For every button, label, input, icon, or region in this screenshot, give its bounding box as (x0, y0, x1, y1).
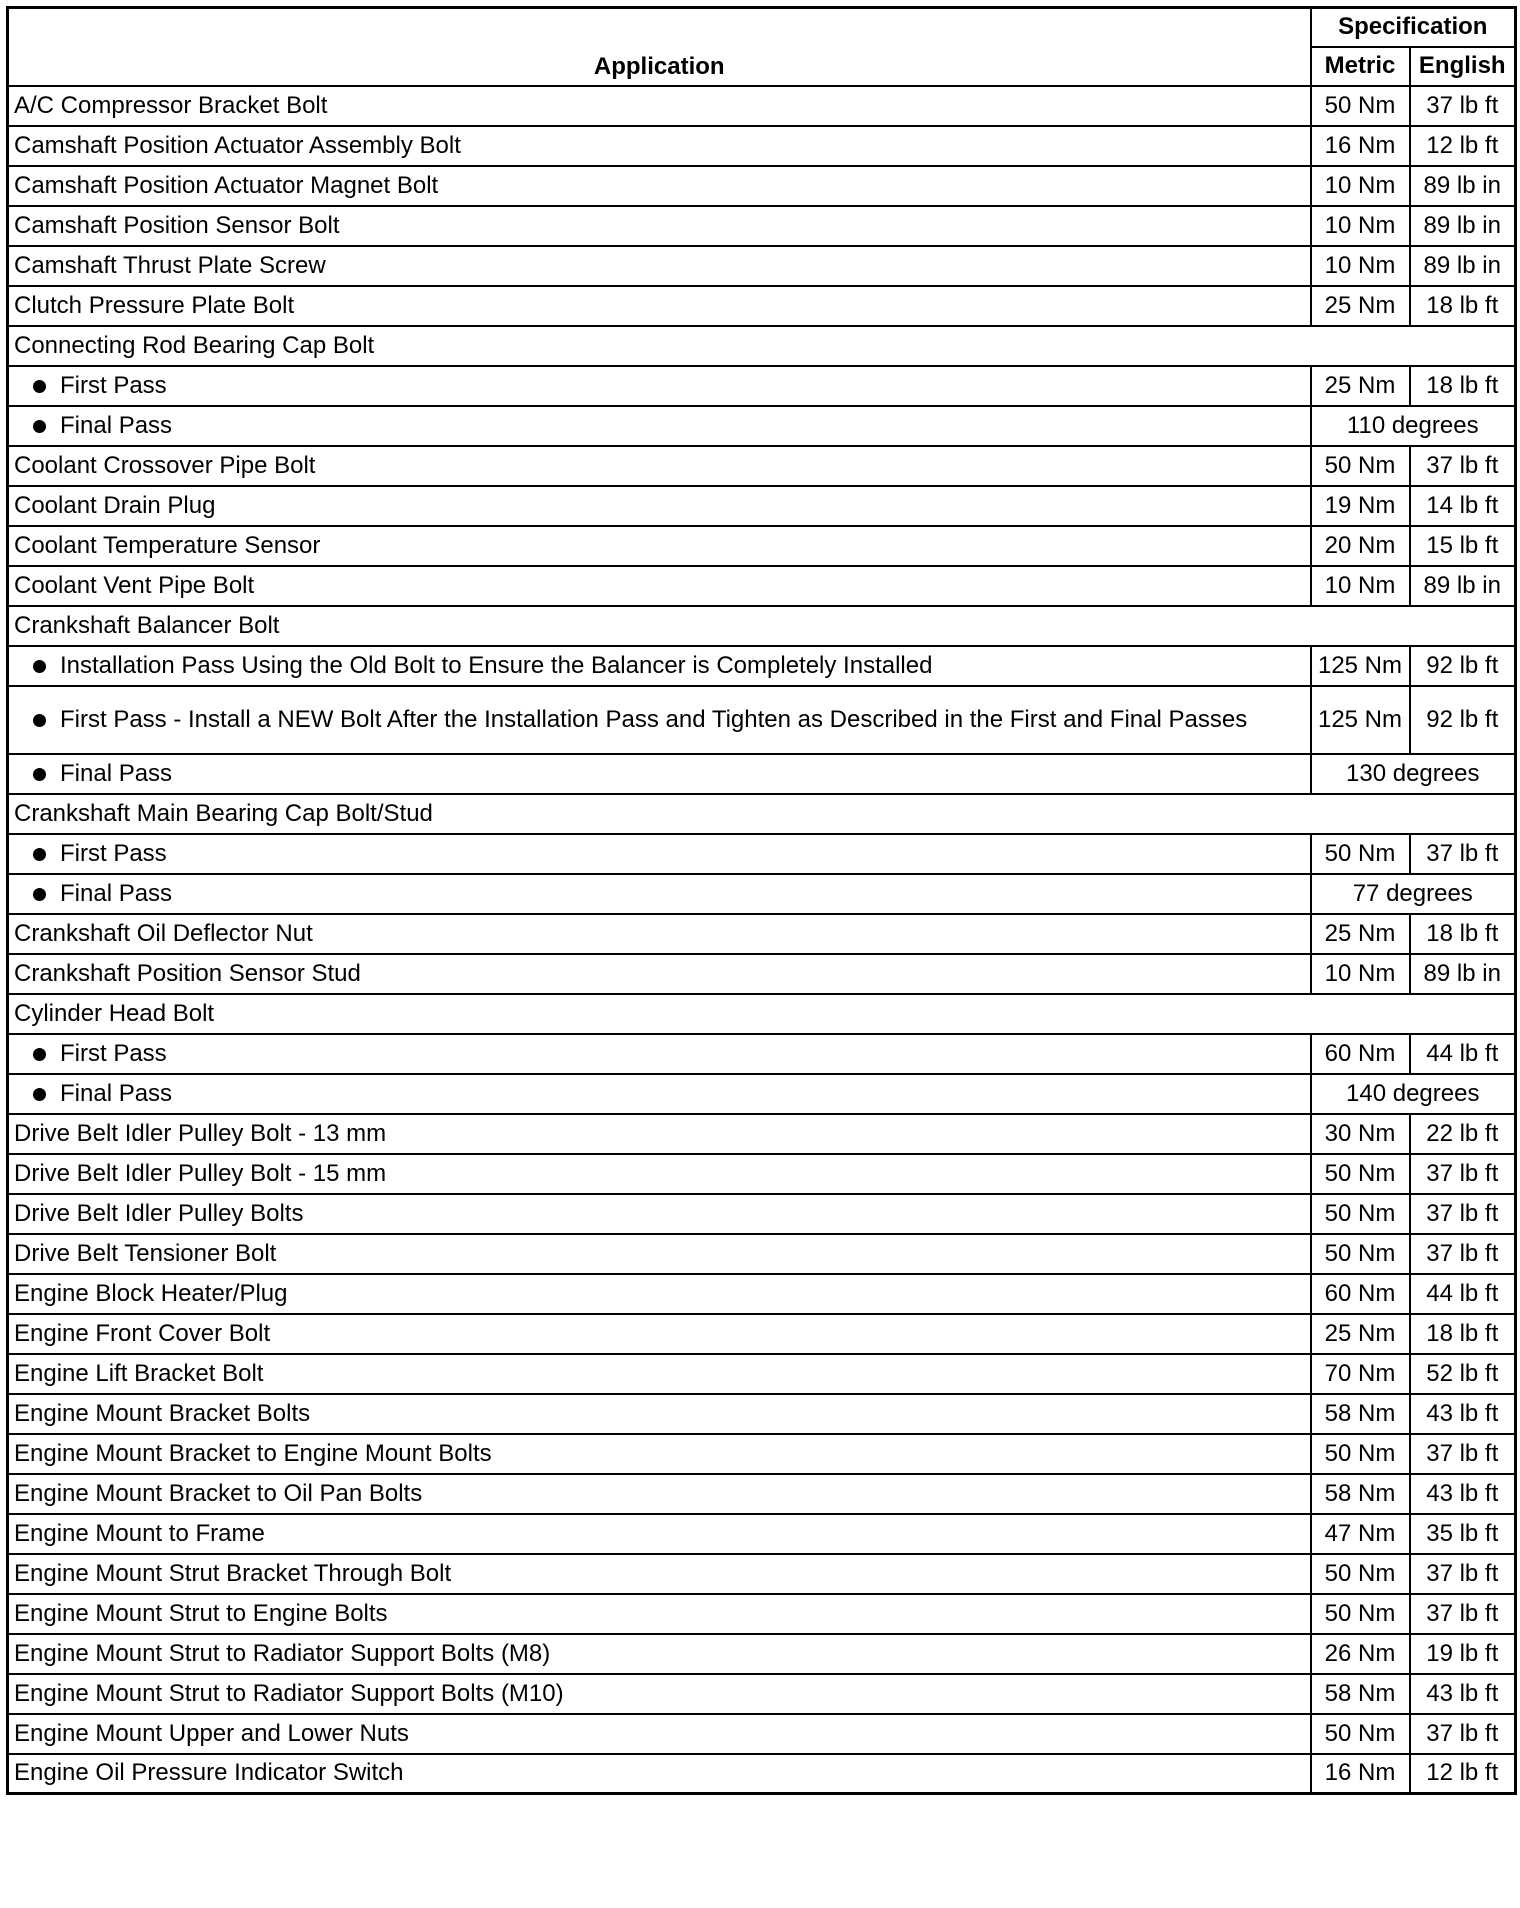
application-cell: Engine Mount to Frame (8, 1514, 1311, 1554)
group-row (8, 994, 1516, 1034)
sub-application-cell (8, 686, 1311, 754)
table-row (8, 286, 1516, 326)
metric-cell: 50 Nm (1311, 1234, 1410, 1274)
metric-cell: 26 Nm (1311, 1634, 1410, 1674)
english-cell: 18 lb ft (1410, 286, 1516, 326)
table-row (8, 1474, 1516, 1514)
combined-spec-cell: 110 degrees (1311, 406, 1516, 446)
metric-cell: 125 Nm (1311, 686, 1410, 754)
table-row (8, 1434, 1516, 1474)
english-cell: 14 lb ft (1410, 486, 1516, 526)
application-cell: Drive Belt Idler Pulley Bolt - 15 mm (8, 1154, 1311, 1194)
bullet-icon (33, 714, 46, 727)
application-cell: Engine Lift Bracket Bolt (8, 1354, 1311, 1394)
sub-application-cell (8, 834, 1311, 874)
group-row (8, 794, 1516, 834)
table-row (8, 1634, 1516, 1674)
combined-spec-cell: 140 degrees (1311, 1074, 1516, 1114)
bullet-icon (33, 848, 46, 861)
table-row (8, 1714, 1516, 1754)
sub-application-cell (8, 754, 1311, 794)
table-row (8, 446, 1516, 486)
english-cell: 37 lb ft (1410, 1194, 1516, 1234)
table-row (8, 526, 1516, 566)
metric-cell: 10 Nm (1311, 954, 1410, 994)
application-cell: A/C Compressor Bracket Bolt (8, 86, 1311, 126)
metric-cell: 47 Nm (1311, 1514, 1410, 1554)
table-row (8, 954, 1516, 994)
metric-cell: 30 Nm (1311, 1114, 1410, 1154)
sub-application-cell (8, 1074, 1311, 1114)
table-row (8, 486, 1516, 526)
metric-cell: 25 Nm (1311, 366, 1410, 406)
sub-application-label: First Pass - Install a NEW Bolt After the Installation Pass and Tighten as Described in the First and Final Passes (60, 705, 1248, 733)
english-cell: 18 lb ft (1410, 914, 1516, 954)
sub-row (8, 1074, 1516, 1114)
bullet-icon (33, 1088, 46, 1101)
table-row (8, 1154, 1516, 1194)
metric-cell: 25 Nm (1311, 914, 1410, 954)
metric-cell: 10 Nm (1311, 166, 1410, 206)
application-cell: Drive Belt Idler Pulley Bolt - 13 mm (8, 1114, 1311, 1154)
table-row (8, 1114, 1516, 1154)
english-cell: 12 lb ft (1410, 1754, 1516, 1794)
table-row (8, 126, 1516, 166)
metric-cell: 50 Nm (1311, 446, 1410, 486)
english-cell: 15 lb ft (1410, 526, 1516, 566)
application-cell: Camshaft Position Sensor Bolt (8, 206, 1311, 246)
application-cell: Engine Oil Pressure Indicator Switch (8, 1754, 1311, 1794)
english-cell: 37 lb ft (1410, 1234, 1516, 1274)
metric-cell: 10 Nm (1311, 206, 1410, 246)
english-cell: 89 lb in (1410, 566, 1516, 606)
english-cell: 37 lb ft (1410, 86, 1516, 126)
application-cell: Camshaft Position Actuator Assembly Bolt (8, 126, 1311, 166)
english-cell: 92 lb ft (1410, 646, 1516, 686)
table-row (8, 1554, 1516, 1594)
sub-row (8, 834, 1516, 874)
sub-application-cell (8, 646, 1311, 686)
application-cell: Engine Mount Strut Bracket Through Bolt (8, 1554, 1311, 1594)
group-heading-cell: Cylinder Head Bolt (8, 994, 1516, 1034)
table-row (8, 914, 1516, 954)
english-cell: 89 lb in (1410, 246, 1516, 286)
sub-application-cell (8, 406, 1311, 446)
sub-application-cell (8, 874, 1311, 914)
group-heading-cell: Crankshaft Balancer Bolt (8, 606, 1516, 646)
combined-spec-cell: 130 degrees (1311, 754, 1516, 794)
metric-cell: 16 Nm (1311, 1754, 1410, 1794)
sub-application-label: First Pass (60, 371, 167, 399)
english-header: English (1410, 47, 1516, 86)
metric-header: Metric (1311, 47, 1410, 86)
sub-row (8, 406, 1516, 446)
table-row (8, 206, 1516, 246)
application-cell: Engine Mount Bracket to Oil Pan Bolts (8, 1474, 1311, 1514)
table-row (8, 566, 1516, 606)
metric-cell: 50 Nm (1311, 1434, 1410, 1474)
application-cell: Coolant Crossover Pipe Bolt (8, 446, 1311, 486)
english-cell: 18 lb ft (1410, 1314, 1516, 1354)
application-cell: Engine Mount Strut to Radiator Support Bolts (M10) (8, 1674, 1311, 1714)
english-cell: 35 lb ft (1410, 1514, 1516, 1554)
metric-cell: 58 Nm (1311, 1474, 1410, 1514)
metric-cell: 50 Nm (1311, 1154, 1410, 1194)
application-cell: Drive Belt Tensioner Bolt (8, 1234, 1311, 1274)
sub-row (8, 646, 1516, 686)
table-body (8, 86, 1516, 1794)
application-cell: Drive Belt Idler Pulley Bolts (8, 1194, 1311, 1234)
english-cell: 37 lb ft (1410, 446, 1516, 486)
english-cell: 37 lb ft (1410, 1154, 1516, 1194)
application-cell: Crankshaft Oil Deflector Nut (8, 914, 1311, 954)
metric-cell: 16 Nm (1311, 126, 1410, 166)
metric-cell: 60 Nm (1311, 1034, 1410, 1074)
sub-application-label: Final Pass (60, 759, 173, 787)
application-cell: Clutch Pressure Plate Bolt (8, 286, 1311, 326)
metric-cell: 10 Nm (1311, 246, 1410, 286)
group-row (8, 606, 1516, 646)
metric-cell: 50 Nm (1311, 1554, 1410, 1594)
metric-cell: 25 Nm (1311, 286, 1410, 326)
metric-cell: 50 Nm (1311, 1714, 1410, 1754)
english-cell: 89 lb in (1410, 206, 1516, 246)
header-row-top (8, 8, 1516, 47)
english-cell: 37 lb ft (1410, 834, 1516, 874)
group-heading-cell: Connecting Rod Bearing Cap Bolt (8, 326, 1516, 366)
english-cell: 37 lb ft (1410, 1714, 1516, 1754)
sub-row (8, 874, 1516, 914)
application-cell: Engine Block Heater/Plug (8, 1274, 1311, 1314)
metric-cell: 10 Nm (1311, 566, 1410, 606)
table-row (8, 1754, 1516, 1794)
bullet-icon (33, 420, 46, 433)
sub-row (8, 1034, 1516, 1074)
table-row (8, 246, 1516, 286)
bullet-icon (33, 1048, 46, 1061)
table-row (8, 1674, 1516, 1714)
table-row (8, 1314, 1516, 1354)
english-cell: 44 lb ft (1410, 1274, 1516, 1314)
english-cell: 89 lb in (1410, 954, 1516, 994)
bullet-icon (33, 768, 46, 781)
table-row (8, 1394, 1516, 1434)
english-cell: 12 lb ft (1410, 126, 1516, 166)
table-row (8, 1274, 1516, 1314)
english-cell: 92 lb ft (1410, 686, 1516, 754)
application-cell: Engine Mount Strut to Engine Bolts (8, 1594, 1311, 1634)
application-cell: Coolant Vent Pipe Bolt (8, 566, 1311, 606)
sub-row (8, 686, 1516, 754)
english-cell: 44 lb ft (1410, 1034, 1516, 1074)
metric-cell: 58 Nm (1311, 1674, 1410, 1714)
metric-cell: 50 Nm (1311, 1594, 1410, 1634)
english-cell: 43 lb ft (1410, 1674, 1516, 1714)
sub-application-label: First Pass (60, 1039, 167, 1067)
application-cell: Coolant Drain Plug (8, 486, 1311, 526)
metric-cell: 20 Nm (1311, 526, 1410, 566)
english-cell: 52 lb ft (1410, 1354, 1516, 1394)
sub-row (8, 754, 1516, 794)
metric-cell: 58 Nm (1311, 1394, 1410, 1434)
metric-cell: 19 Nm (1311, 486, 1410, 526)
table-row (8, 1514, 1516, 1554)
english-cell: 37 lb ft (1410, 1434, 1516, 1474)
english-cell: 37 lb ft (1410, 1554, 1516, 1594)
table-row (8, 1594, 1516, 1634)
table-row (8, 1234, 1516, 1274)
metric-cell: 50 Nm (1311, 834, 1410, 874)
sub-application-label: Final Pass (60, 411, 173, 439)
sub-row (8, 366, 1516, 406)
application-cell: Engine Mount Bracket Bolts (8, 1394, 1311, 1434)
english-cell: 19 lb ft (1410, 1634, 1516, 1674)
sub-application-label: Final Pass (60, 879, 173, 907)
application-cell: Engine Mount Upper and Lower Nuts (8, 1714, 1311, 1754)
sub-application-cell (8, 366, 1311, 406)
english-cell: 37 lb ft (1410, 1594, 1516, 1634)
sub-application-label: Final Pass (60, 1079, 173, 1107)
table-row (8, 166, 1516, 206)
table-row (8, 1354, 1516, 1394)
application-cell: Coolant Temperature Sensor (8, 526, 1311, 566)
metric-cell: 50 Nm (1311, 1194, 1410, 1234)
bullet-icon (33, 888, 46, 901)
application-cell: Engine Mount Bracket to Engine Mount Bolts (8, 1434, 1311, 1474)
application-cell: Crankshaft Position Sensor Stud (8, 954, 1311, 994)
group-heading-cell: Crankshaft Main Bearing Cap Bolt/Stud (8, 794, 1516, 834)
metric-cell: 70 Nm (1311, 1354, 1410, 1394)
table-row (8, 86, 1516, 126)
torque-spec-table (6, 6, 1517, 1795)
specification-header: Specification (1311, 8, 1516, 47)
metric-cell: 125 Nm (1311, 646, 1410, 686)
application-cell: Engine Mount Strut to Radiator Support Bolts (M8) (8, 1634, 1311, 1674)
metric-cell: 60 Nm (1311, 1274, 1410, 1314)
group-row (8, 326, 1516, 366)
combined-spec-cell: 77 degrees (1311, 874, 1516, 914)
bullet-icon (33, 380, 46, 393)
english-cell: 43 lb ft (1410, 1474, 1516, 1514)
english-cell: 89 lb in (1410, 166, 1516, 206)
sub-application-label: Installation Pass Using the Old Bolt to Ensure the Balancer is Completely Installed (60, 651, 933, 679)
application-cell: Engine Front Cover Bolt (8, 1314, 1311, 1354)
application-cell: Camshaft Thrust Plate Screw (8, 246, 1311, 286)
application-header: Application (8, 8, 1311, 86)
sub-application-label: First Pass (60, 839, 167, 867)
english-cell: 22 lb ft (1410, 1114, 1516, 1154)
table-header (8, 8, 1516, 86)
application-cell: Camshaft Position Actuator Magnet Bolt (8, 166, 1311, 206)
metric-cell: 50 Nm (1311, 86, 1410, 126)
metric-cell: 25 Nm (1311, 1314, 1410, 1354)
english-cell: 18 lb ft (1410, 366, 1516, 406)
bullet-icon (33, 660, 46, 673)
table-row (8, 1194, 1516, 1234)
english-cell: 43 lb ft (1410, 1394, 1516, 1434)
sub-application-cell (8, 1034, 1311, 1074)
